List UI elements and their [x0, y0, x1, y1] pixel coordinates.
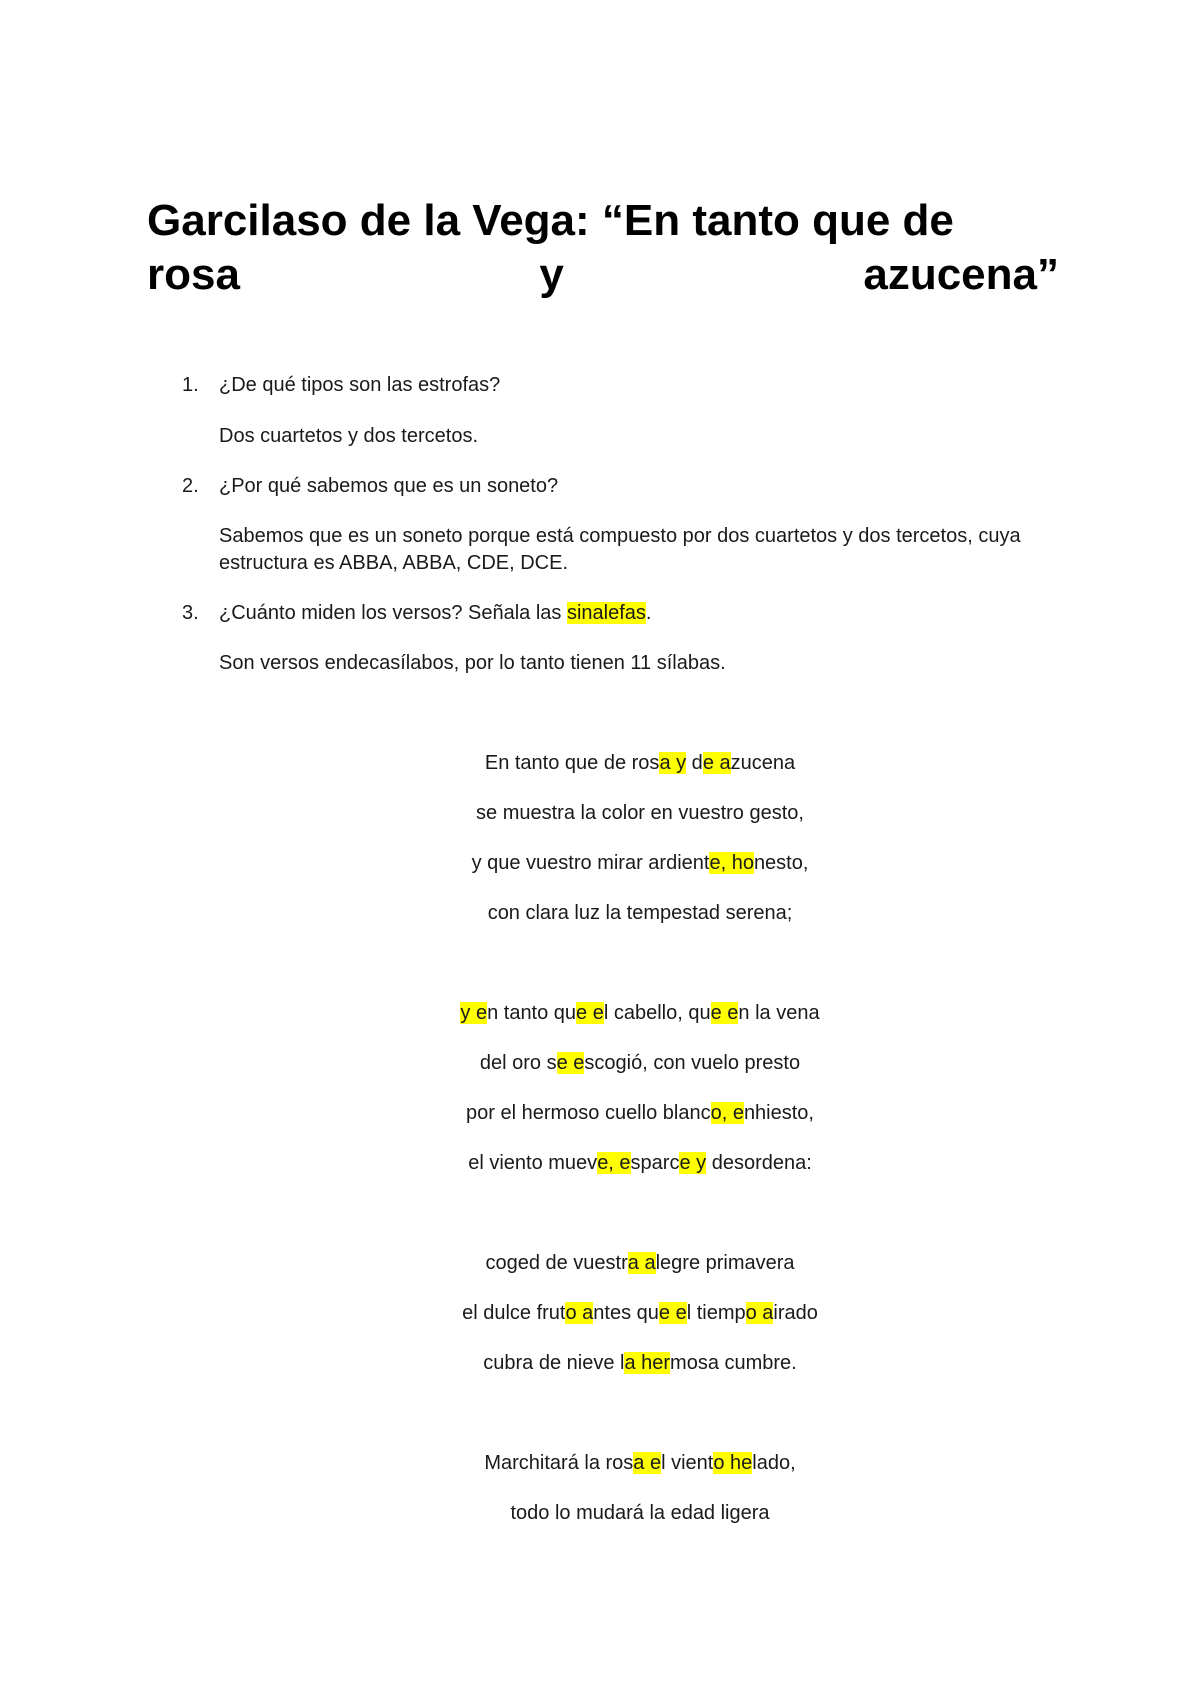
sinalefa-highlight: a her	[624, 1352, 671, 1374]
poem-verse	[0, 1100, 1200, 1127]
poem-verse	[0, 1500, 1200, 1527]
verse-text: scogió, con vuelo presto	[584, 1052, 801, 1074]
poem-verse	[0, 1350, 1200, 1377]
verse-text: ntes qu	[593, 1302, 659, 1324]
poem-verse	[0, 850, 1200, 877]
verse-text: y que vuestro mirar ardient	[471, 852, 710, 874]
sinalefa-highlight: o, e	[710, 1102, 744, 1124]
verse-text: el viento muev	[468, 1152, 598, 1174]
answer-1: Dos cuartetos y dos tercetos.	[219, 425, 479, 447]
verse-text: coged de vuestr	[485, 1252, 628, 1274]
sinalefa-highlight: o a	[565, 1302, 594, 1324]
verse-text: n tanto qu	[487, 1002, 577, 1024]
sinalefa-highlight: a e	[633, 1452, 662, 1474]
poem-verse	[0, 1000, 1200, 1027]
verse-text: desordena:	[706, 1152, 812, 1174]
poem-verse	[0, 1300, 1200, 1327]
verse-text: En tanto que de ros	[484, 752, 660, 774]
verse-text: cubra de nieve l	[483, 1352, 625, 1374]
verse-text: irado	[773, 1302, 818, 1324]
list-number: 1.	[182, 374, 199, 396]
list-number: 2.	[182, 475, 199, 497]
sinalefa-highlight: e e	[576, 1002, 604, 1024]
highlighted-word: sinalefas	[566, 602, 646, 624]
verse-text: l cabello, qu	[603, 1002, 711, 1024]
poem-verse	[0, 750, 1200, 777]
verse-text: Marchitará la ros	[484, 1452, 634, 1474]
poem-verse	[0, 1150, 1200, 1177]
question-text-pre: ¿Cuánto miden los versos? Señala las	[219, 602, 567, 624]
verse-text: legre primavera	[655, 1252, 795, 1274]
verse-text: mosa cumbre.	[670, 1352, 797, 1374]
question-text	[219, 600, 651, 627]
answer-2: Sabemos que es un soneto porque está compuesto por dos cuartetos y dos tercetos, cuya estructura es ABBA, ABBA, CDE, DCE.	[219, 525, 1021, 574]
verse-text: con clara luz la tempestad serena;	[487, 902, 793, 924]
verse-text: el dulce frut	[462, 1302, 566, 1324]
verse-text: lado,	[752, 1452, 796, 1474]
verse-text: l vient	[661, 1452, 714, 1474]
verse-text: zucena	[730, 752, 796, 774]
sinalefa-highlight: y e	[460, 1002, 488, 1024]
poem-verse	[0, 900, 1200, 927]
sinalefa-highlight: o he	[713, 1452, 753, 1474]
title-word: azucena”	[863, 250, 1059, 299]
verse-text: nesto,	[753, 852, 809, 874]
verse-text: se muestra la color en vuestro gesto,	[476, 802, 804, 824]
verse-text: d	[686, 752, 703, 774]
verse-text: del oro s	[479, 1052, 557, 1074]
verse-text: n la vena	[738, 1002, 820, 1024]
sinalefa-highlight: e, e	[597, 1152, 631, 1174]
sinalefa-highlight: a y	[659, 752, 687, 774]
title-line-2	[147, 248, 1059, 302]
sinalefa-highlight: e e	[556, 1052, 585, 1074]
verse-text: nhiesto,	[743, 1102, 814, 1124]
verse-text: por el hermoso cuello blanc	[465, 1102, 711, 1124]
poem-verse	[0, 1450, 1200, 1477]
sinalefa-highlight: e a	[702, 752, 731, 774]
sinalefa-highlight: e y	[679, 1152, 707, 1174]
sinalefa-highlight: o a	[745, 1302, 774, 1324]
poem-verse	[0, 1050, 1200, 1077]
title-word: rosa	[147, 250, 240, 299]
verse-text: todo lo mudará la edad ligera	[510, 1502, 770, 1524]
title-line-1: Garcilaso de la Vega: “En tanto que de	[147, 196, 954, 245]
answer-3: Son versos endecasílabos, por lo tanto tienen 11 sílabas.	[219, 652, 726, 674]
question-text-post: .	[645, 602, 652, 624]
sinalefa-highlight: e e	[710, 1002, 739, 1024]
verse-text: l tiemp	[686, 1302, 746, 1324]
sinalefa-highlight: a a	[627, 1252, 656, 1274]
title-word: y	[539, 250, 564, 299]
sinalefa-highlight: e, ho	[709, 852, 754, 874]
question-text: ¿De qué tipos son las estrofas?	[219, 374, 501, 396]
question-text: ¿Por qué sabemos que es un soneto?	[219, 475, 559, 497]
document-title	[147, 194, 1059, 302]
sinalefa-highlight: e e	[658, 1302, 687, 1324]
verse-text: sparc	[630, 1152, 680, 1174]
list-number: 3.	[182, 602, 199, 624]
poem-verse	[0, 1250, 1200, 1277]
poem-verse	[0, 800, 1200, 827]
